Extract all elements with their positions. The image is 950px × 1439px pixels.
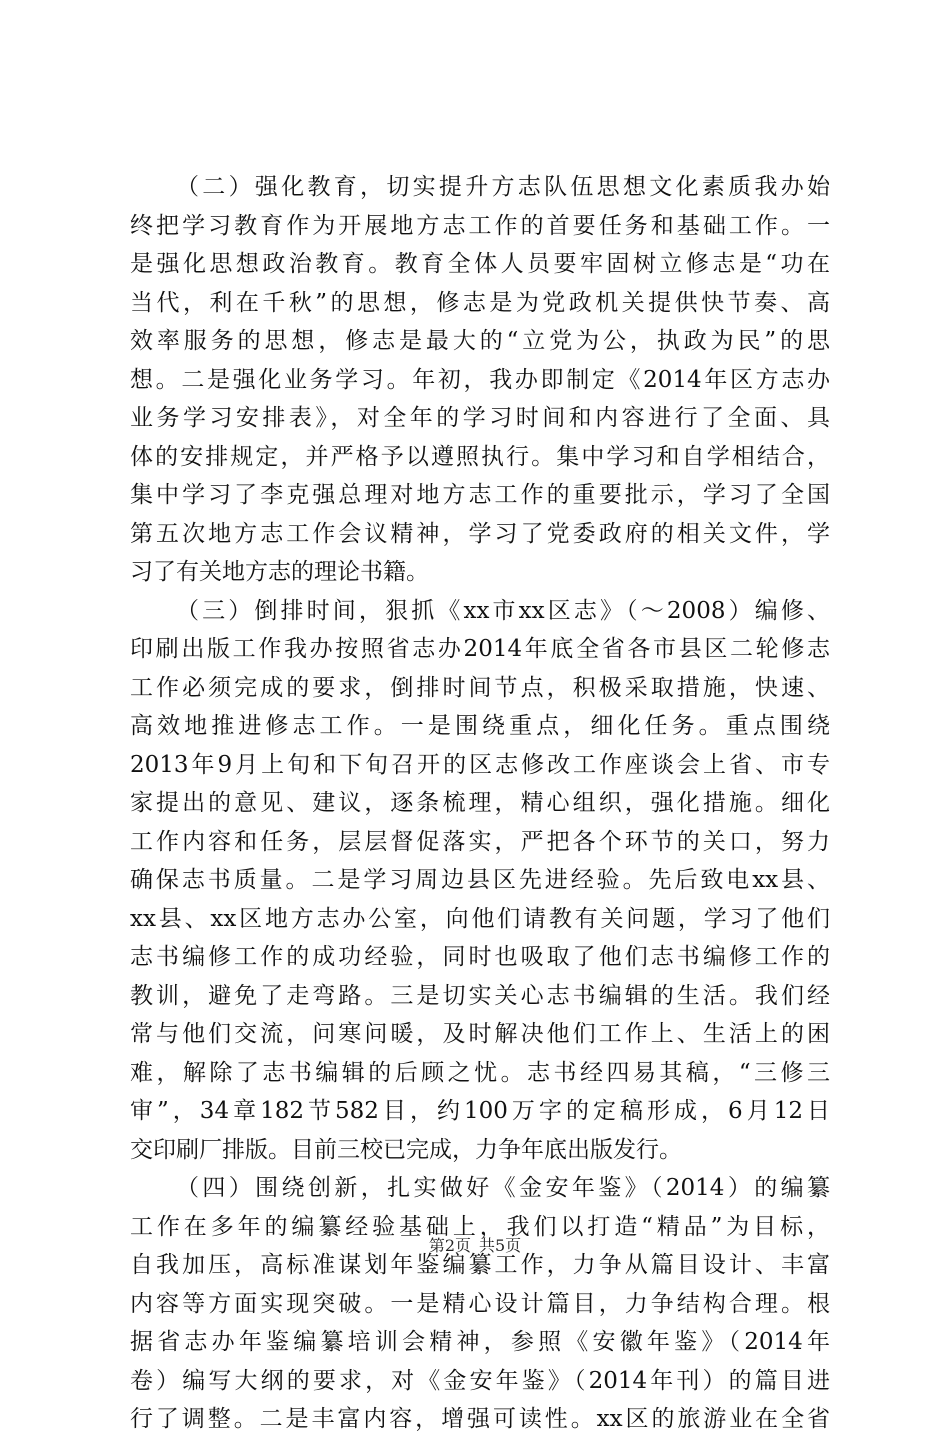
text-line: （三）倒排时间，狠抓《xx市xx区志》（～2008）编修、 bbox=[176, 597, 830, 624]
text-line: 确保志书质量。二是学习周边县区先进经验。先后致电xx县、 bbox=[130, 867, 830, 893]
text-line: 业务学习安排表》，对全年的学习时间和内容进行了全面、具 bbox=[130, 405, 830, 431]
page-number: 第2页 bbox=[428, 1236, 471, 1255]
page-total: 共5页 bbox=[479, 1236, 522, 1255]
text-line: 印刷出版工作我办按照省志办2014年底全省各市县区二轮修志 bbox=[130, 636, 830, 662]
text-line: 想。二是强化业务学习。年初，我办即制定《2014年区方志办 bbox=[130, 366, 830, 393]
text-line: 交印刷厂排版。目前三校已完成，力争年底出版发行。 bbox=[130, 1136, 682, 1163]
text-line: 志书编修工作的成功经验，同时也吸取了他们志书编修工作的 bbox=[130, 944, 830, 970]
text-line: 2013年9月上旬和下旬召开的区志修改工作座谈会上省、市专 bbox=[130, 751, 830, 778]
text-line: 审”，34章182节582目，约100万字的定稿形成，6月12日 bbox=[130, 1098, 830, 1124]
text-line: 内容等方面实现突破。一是精心设计篇目，力争结构合理。根 bbox=[130, 1290, 830, 1317]
text-line: 行了调整。二是丰富内容，增强可读性。xx区的旅游业在全省 bbox=[130, 1406, 830, 1432]
text-line: 终把学习教育作为开展地方志工作的首要任务和基础工作。一 bbox=[130, 212, 830, 239]
text-line: 集中学习了李克强总理对地方志工作的重要批示，学习了全国 bbox=[130, 482, 830, 508]
text-line: 常与他们交流，问寒问暖，及时解决他们工作上、生活上的困 bbox=[130, 1021, 830, 1047]
text-line: （二）强化教育，切实提升方志队伍思想文化素质我办始 bbox=[176, 174, 830, 200]
text-line: 习了有关地方志的理论书籍。 bbox=[130, 559, 429, 585]
text-line: 自我加压，高标准谋划年鉴编纂工作，力争从篇目设计、丰富 bbox=[130, 1252, 830, 1278]
text-line: 教训，避免了走弯路。三是切实关心志书编辑的生活。我们经 bbox=[130, 982, 830, 1009]
text-line: 工作内容和任务，层层督促落实，严把各个环节的关口，努力 bbox=[130, 828, 830, 855]
text-line: 体的安排规定，并严格予以遵照执行。集中学习和自学相结合， bbox=[130, 443, 830, 470]
text-line: 难，解除了志书编辑的后顾之忧。志书经四易其稿，“三修三 bbox=[130, 1059, 830, 1086]
text-line: 高效地推进修志工作。一是围绕重点，细化任务。重点围绕 bbox=[130, 713, 830, 739]
text-line: 效率服务的思想，修志是最大的“立党为公，执政为民”的思 bbox=[130, 328, 830, 354]
text-line: xx县、xx区地方志办公室，向他们请教有关问题，学习了他们 bbox=[130, 905, 830, 932]
text-line: 当代，利在千秋”的思想，修志是为党政机关提供快节奏、高 bbox=[130, 289, 830, 316]
text-line: 据省志办年鉴编纂培训会精神，参照《安徽年鉴》（2014年 bbox=[130, 1329, 830, 1355]
text-line: 工作在多年的编纂经验基础上，我们以打造“精品”为目标， bbox=[130, 1213, 830, 1240]
text-line: （四）围绕创新，扎实做好《金安年鉴》（2014）的编纂 bbox=[176, 1175, 830, 1201]
text-line: 工作必须完成的要求，倒排时间节点，积极采取措施，快速、 bbox=[130, 674, 830, 701]
text-line: 家提出的意见、建议，逐条梳理，精心组织，强化措施。细化 bbox=[130, 790, 830, 816]
page-footer bbox=[0, 1236, 950, 1256]
text-line: 是强化思想政治教育。教育全体人员要牢固树立修志是“功在 bbox=[130, 251, 830, 277]
text-line: 第五次地方志工作会议精神，学习了党委政府的相关文件，学 bbox=[130, 520, 830, 547]
text-line: 卷）编写大纲的要求，对《金安年鉴》（2014年刊）的篇目进 bbox=[130, 1367, 830, 1394]
